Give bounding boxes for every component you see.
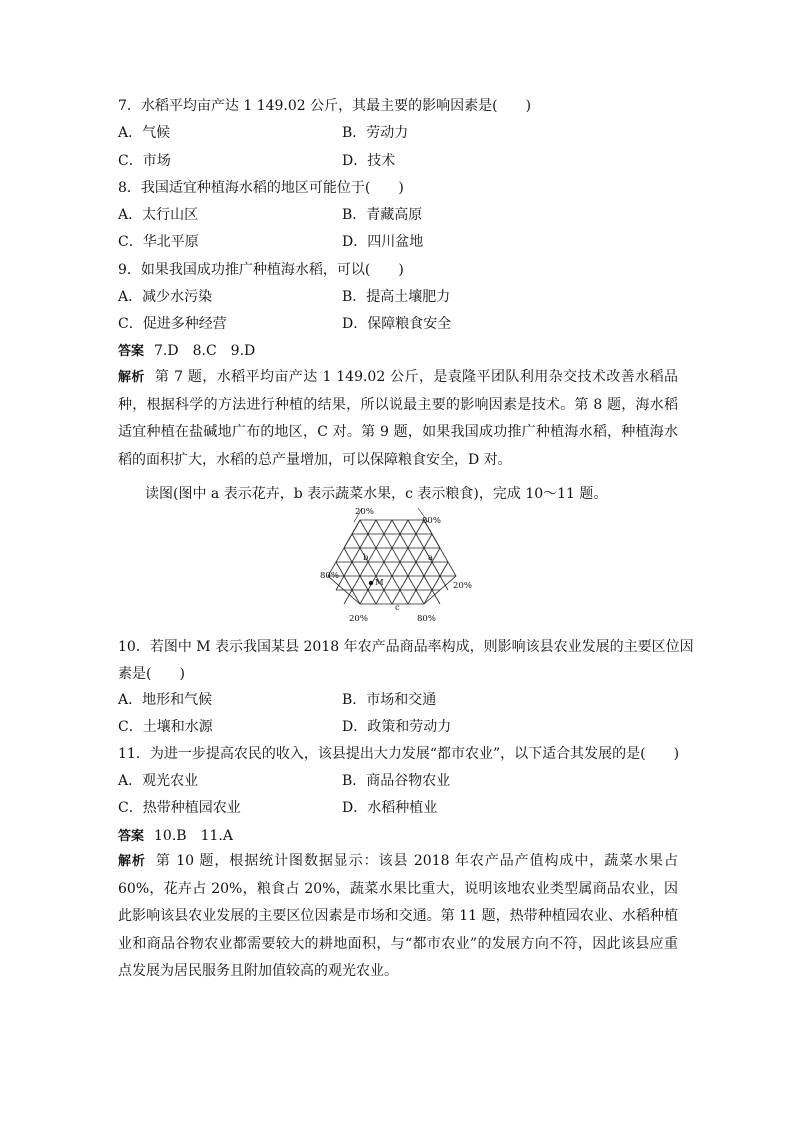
label-left-80: 80% xyxy=(320,571,339,581)
question-8-option-c: C．华北平原 xyxy=(118,234,199,250)
question-9-option-b: B．提高土壤肥力 xyxy=(342,289,451,305)
question-8-option-a: A．太行山区 xyxy=(118,207,199,223)
answer-text: 7.D 8.C 9.D xyxy=(154,343,256,359)
label-right-20: 20% xyxy=(453,581,472,591)
answer-block-1 xyxy=(118,341,255,362)
diagram-intro: 读图(图中 a 表示花卉，b 表示蔬菜水果，c 表示粮食)，完成 10～11 题。 xyxy=(145,486,608,502)
label-b: b xyxy=(363,553,369,563)
analysis-block-1 xyxy=(118,364,678,474)
analysis-text: 第 10 题，根据统计图数据显示：该县 2018 年农产品产值构成中，蔬菜水果占 60%，花卉占 20%，粮食占 20%，蔬菜水果比重大，说明该地农业类型属商品农业，因此影响该县农业发展的主要区位因素是市场和交通。第 11 题，热带种植园农业、水稻种植业和商品谷物农业都需要较大的耕地面积，与“都市农业”的发展方向不符，因此该县应重点发展为居民服务且附加值较高的观光农业。 xyxy=(118,853,678,979)
label-bottom-left-20: 20% xyxy=(349,614,368,624)
answer-text: 10.B 11.A xyxy=(154,828,233,844)
question-10-option-c: C．土壤和水源 xyxy=(118,719,213,735)
question-10-option-b: B．市场和交通 xyxy=(342,692,437,708)
triangle-grid-diagram xyxy=(318,506,478,628)
label-m: M xyxy=(375,578,384,588)
question-11-option-c: C．热带种植园农业 xyxy=(118,800,241,816)
question-7-option-a: A．气候 xyxy=(118,125,171,141)
question-10-option-d: D．政策和劳动力 xyxy=(342,719,452,735)
question-7-stem: 7．水稻平均亩产达 1 149.02 公斤，其最主要的影响因素是( ) xyxy=(118,98,532,114)
answer-label: 答案 xyxy=(118,344,145,359)
question-11-option-d: D．水稻种植业 xyxy=(342,800,438,816)
label-bottom-right-80: 80% xyxy=(417,614,436,624)
label-a: a xyxy=(428,553,434,563)
question-7-option-b: B．劳动力 xyxy=(342,125,409,141)
question-8-option-b: B．青藏高原 xyxy=(342,207,423,223)
question-7-option-d: D．技术 xyxy=(342,153,396,169)
question-11-option-b: B．商品谷物农业 xyxy=(342,773,451,789)
question-9-option-c: C．促进多种经营 xyxy=(118,316,227,332)
question-11-option-a: A．观光农业 xyxy=(118,773,199,789)
analysis-label: 解析 xyxy=(118,370,145,385)
question-10-stem-line-1: 10．若图中 M 表示我国某县 2018 年农产品商品率构成，则影响该县农业发展的主要区位因 xyxy=(118,639,694,655)
question-7-option-c: C．市场 xyxy=(118,153,171,169)
question-8-option-d: D．四川盆地 xyxy=(342,234,424,250)
question-9-option-d: D．保障粮食安全 xyxy=(342,316,452,332)
analysis-label: 解析 xyxy=(118,854,146,869)
question-10-option-a: A．地形和气候 xyxy=(118,692,213,708)
hexagon-grid xyxy=(328,520,456,604)
label-c: c xyxy=(395,603,400,613)
point-m-marker xyxy=(369,581,373,585)
question-11-stem: 11．为进一步提高农民的收入，该县提出大力发展“都市农业”，以下适合其发展的是( ) xyxy=(118,746,680,762)
question-9-stem: 9．如果我国成功推广种植海水稻，可以( ) xyxy=(118,262,404,278)
question-8-stem: 8．我国适宜种植海水稻的地区可能位于( ) xyxy=(118,180,404,196)
label-top-right-80: 80% xyxy=(422,516,441,526)
label-top-left-20: 20% xyxy=(355,507,374,517)
analysis-text: 第 7 题，水稻平均亩产达 1 149.02 公斤，是袁隆平团队利用杂交技术改善水稻品种，根据科学的方法进行种植的结果，所以说最主要的影响因素是技术。第 8 题，海水稻适宜种植在盐碱地广布的地区，C 对。第 9 题，如果我国成功推广种植海水稻，种植海水稻的面积扩大，水稻的总产量增加，可以保障粮食安全，D 对。 xyxy=(118,369,678,468)
question-9-option-a: A．减少水污染 xyxy=(118,289,213,305)
answer-label: 答案 xyxy=(118,829,145,844)
question-10-stem-line-2: 素是( ) xyxy=(118,666,185,682)
answer-block-2 xyxy=(118,826,233,847)
analysis-block-2 xyxy=(118,848,678,986)
